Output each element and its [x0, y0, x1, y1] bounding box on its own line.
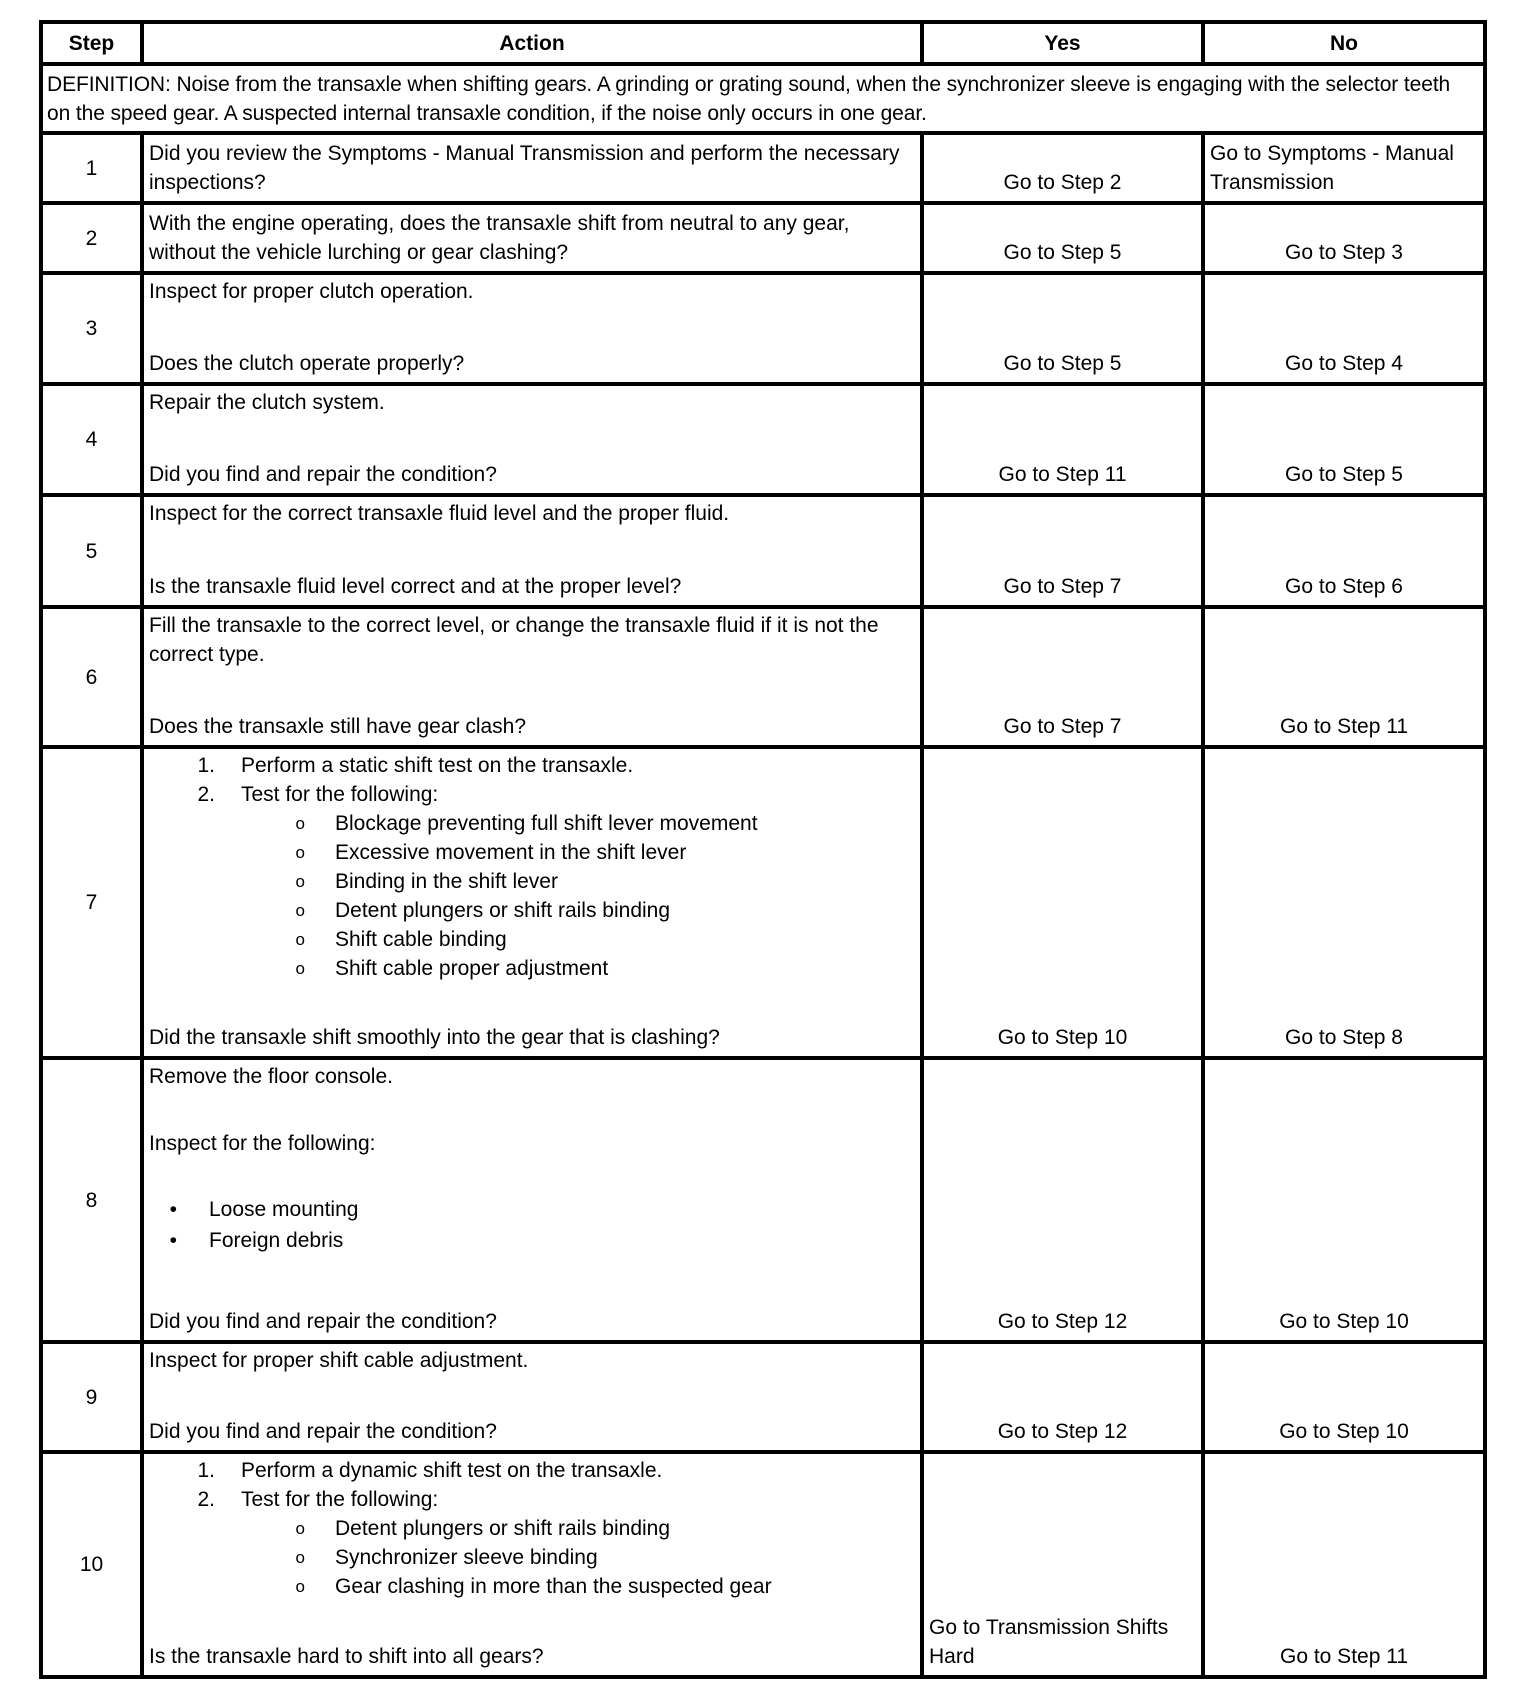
circle-bullet-icon: o	[295, 1519, 305, 1538]
step-number: 9	[41, 1342, 142, 1452]
circle-bullet-icon: o	[295, 930, 305, 949]
sub-list-item	[149, 925, 915, 954]
action-instruction: Inspect for proper clutch operation.	[149, 280, 474, 303]
no-cell: Go to Step 3	[1203, 203, 1485, 273]
action-text: Did you review the Symptoms - Manual Transmission and perform the necessary inspections?	[149, 142, 900, 194]
list-item	[149, 780, 915, 809]
definition-row	[41, 64, 1485, 133]
no-cell: Go to Step 8	[1203, 747, 1485, 1058]
yes-cell: Go to Step 5	[922, 273, 1203, 384]
sub-list-item	[149, 867, 915, 896]
yes-cell: Go to Transmission Shifts Hard	[922, 1452, 1203, 1677]
no-cell: Go to Symptoms - Manual Transmission	[1203, 133, 1485, 203]
action-cell	[142, 384, 922, 495]
action-text: With the engine operating, does the transaxle shift from neutral to any gear, without the vehicle lurching or gear clashing?	[149, 212, 850, 264]
sub-list-item	[149, 838, 915, 867]
table-row	[41, 133, 1485, 203]
action-instruction: Remove the floor console.	[149, 1065, 393, 1088]
action-question: Did you find and repair the condition?	[149, 1420, 497, 1443]
sub-list-item	[149, 954, 915, 983]
circle-bullet-icon: o	[295, 843, 305, 862]
step-number: 5	[41, 495, 142, 607]
yes-cell: Go to Step 12	[922, 1058, 1203, 1342]
table-row	[41, 273, 1485, 384]
definition-text: DEFINITION: Noise from the transaxle when shifting gears. A grinding or grating sound, when the synchronizer sleeve is engaging with the selector teeth on the speed gear. A suspected internal transaxle condition, if the noise only occurs in one gear.	[41, 64, 1485, 133]
action-cell	[142, 607, 922, 747]
table-row	[41, 1342, 1485, 1452]
action-cell	[142, 273, 922, 384]
list-text: Perform a static shift test on the transaxle.	[241, 754, 634, 777]
step-number: 8	[41, 1058, 142, 1342]
no-cell: Go to Step 10	[1203, 1342, 1485, 1452]
sub-list-item	[149, 896, 915, 925]
yes-cell: Go to Step 10	[922, 747, 1203, 1058]
sub-list-text: Synchronizer sleeve binding	[335, 1546, 598, 1569]
yes-cell: Go to Step 11	[922, 384, 1203, 495]
action-cell	[142, 495, 922, 607]
header-step: Step	[41, 22, 142, 64]
diagnostic-table	[39, 20, 1487, 1679]
numbered-list	[149, 1456, 915, 1601]
yes-cell: Go to Step 7	[922, 607, 1203, 747]
no-cell: Go to Step 11	[1203, 1452, 1485, 1677]
bullet-list	[149, 1194, 915, 1256]
bullet-icon: •	[169, 1198, 177, 1221]
bullet-item	[149, 1225, 915, 1256]
step-number: 10	[41, 1452, 142, 1677]
bullet-icon: •	[169, 1229, 177, 1252]
action-cell	[142, 1342, 922, 1452]
table-row	[41, 1058, 1485, 1342]
yes-cell: Go to Step 12	[922, 1342, 1203, 1452]
action-instruction: Inspect for proper shift cable adjustment.	[149, 1349, 529, 1372]
action-instruction: Fill the transaxle to the correct level, or change the transaxle fluid if it is not the correct type.	[149, 614, 879, 666]
action-cell	[142, 747, 922, 1058]
list-number: 1.	[197, 1459, 215, 1482]
action-cell	[142, 203, 922, 273]
circle-bullet-icon: o	[295, 901, 305, 920]
sub-list-text: Gear clashing in more than the suspected gear	[335, 1575, 772, 1598]
table-row	[41, 203, 1485, 273]
list-item	[149, 1485, 915, 1514]
circle-bullet-icon: o	[295, 814, 305, 833]
action-instruction: Repair the clutch system.	[149, 391, 385, 414]
sub-list-item	[149, 1543, 915, 1572]
list-text: Test for the following:	[241, 783, 439, 806]
list-number: 2.	[197, 1488, 215, 1511]
list-text: Test for the following:	[241, 1488, 439, 1511]
action-cell	[142, 1058, 922, 1342]
circle-bullet-icon: o	[295, 872, 305, 891]
list-item	[149, 1456, 915, 1485]
list-item	[149, 751, 915, 780]
no-cell: Go to Step 6	[1203, 495, 1485, 607]
sub-list-item	[149, 809, 915, 838]
action-question: Did you find and repair the condition?	[149, 463, 497, 486]
sub-list-text: Shift cable binding	[335, 928, 507, 951]
no-cell: Go to Step 4	[1203, 273, 1485, 384]
list-number: 2.	[197, 783, 215, 806]
step-number: 4	[41, 384, 142, 495]
table-row	[41, 1452, 1485, 1677]
action-instruction: Inspect for the following:	[149, 1132, 376, 1155]
step-number: 2	[41, 203, 142, 273]
table-row	[41, 607, 1485, 747]
yes-cell: Go to Step 7	[922, 495, 1203, 607]
sub-list-item	[149, 1572, 915, 1601]
table-row	[41, 384, 1485, 495]
action-question: Did the transaxle shift smoothly into the gear that is clashing?	[149, 1026, 720, 1049]
table-row	[41, 747, 1485, 1058]
step-number: 7	[41, 747, 142, 1058]
circle-bullet-icon: o	[295, 1548, 305, 1567]
sub-list-text: Binding in the shift lever	[335, 870, 558, 893]
sub-list-item	[149, 1514, 915, 1543]
bullet-text: Loose mounting	[209, 1198, 359, 1221]
step-number: 1	[41, 133, 142, 203]
circle-bullet-icon: o	[295, 959, 305, 978]
step-number: 6	[41, 607, 142, 747]
no-cell: Go to Step 10	[1203, 1058, 1485, 1342]
no-cell: Go to Step 5	[1203, 384, 1485, 495]
no-cell: Go to Step 11	[1203, 607, 1485, 747]
sub-list-text: Excessive movement in the shift lever	[335, 841, 687, 864]
action-question: Does the clutch operate properly?	[149, 352, 465, 375]
action-question: Is the transaxle fluid level correct and at the proper level?	[149, 575, 682, 598]
sub-list-text: Shift cable proper adjustment	[335, 957, 609, 980]
table-row	[41, 495, 1485, 607]
action-question: Is the transaxle hard to shift into all gears?	[149, 1645, 544, 1668]
yes-cell: Go to Step 5	[922, 203, 1203, 273]
circle-bullet-icon: o	[295, 1577, 305, 1596]
header-action: Action	[142, 22, 922, 64]
bullet-item	[149, 1194, 915, 1225]
sub-list-text: Detent plungers or shift rails binding	[335, 899, 671, 922]
action-question: Does the transaxle still have gear clash?	[149, 715, 527, 738]
header-no: No	[1203, 22, 1485, 64]
list-text: Perform a dynamic shift test on the transaxle.	[241, 1459, 663, 1482]
action-cell	[142, 133, 922, 203]
action-question: Did you find and repair the condition?	[149, 1310, 497, 1333]
bullet-text: Foreign debris	[209, 1229, 344, 1252]
list-number: 1.	[197, 754, 215, 777]
header-yes: Yes	[922, 22, 1203, 64]
action-instruction: Inspect for the correct transaxle fluid level and the proper fluid.	[149, 502, 730, 525]
action-cell	[142, 1452, 922, 1677]
header-row	[41, 22, 1485, 64]
sub-list-text: Blockage preventing full shift lever movement	[335, 812, 758, 835]
sub-list-text: Detent plungers or shift rails binding	[335, 1517, 671, 1540]
step-number: 3	[41, 273, 142, 384]
numbered-list	[149, 751, 915, 983]
yes-cell: Go to Step 2	[922, 133, 1203, 203]
